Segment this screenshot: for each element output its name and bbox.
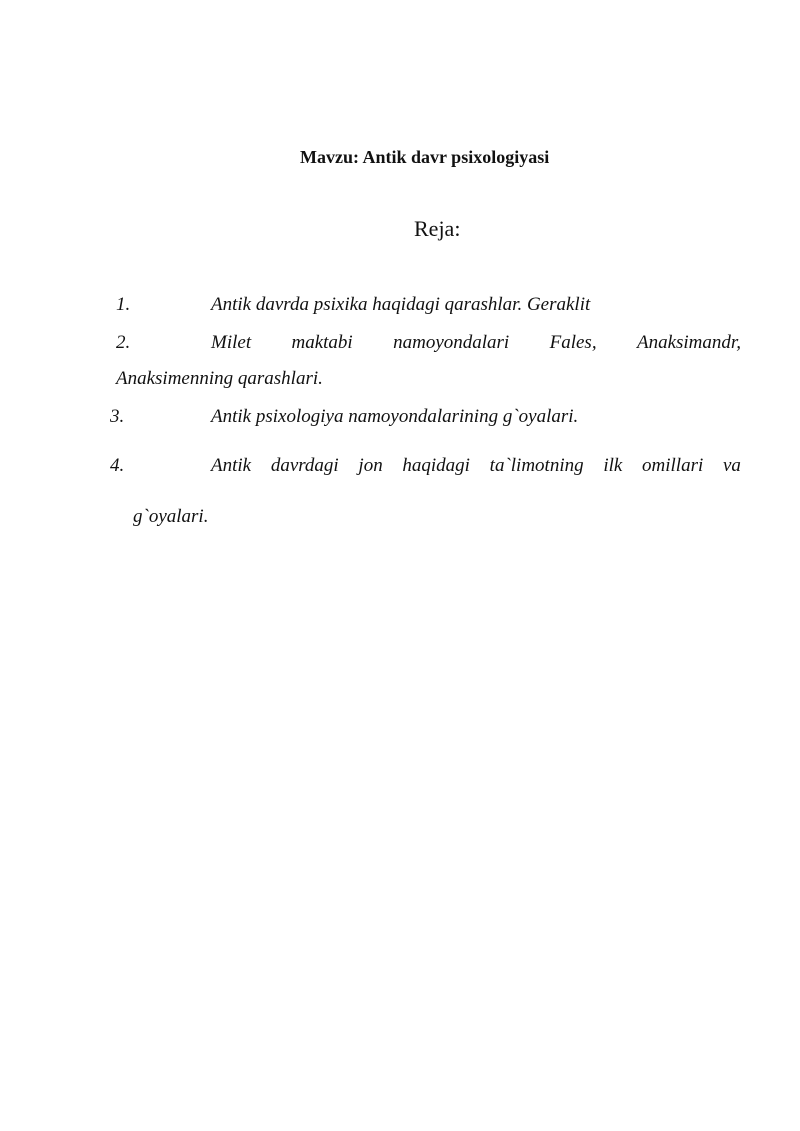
item-4-word: va <box>722 455 741 476</box>
item-4-word: haqidagi <box>402 455 470 476</box>
item-4-word: ta`limotning <box>489 455 584 476</box>
item-1-number: 1. <box>116 294 131 315</box>
plan-heading: Reja: <box>414 216 461 241</box>
item-3-number: 3. <box>110 406 125 427</box>
document-title: Mavzu: Antik davr psixologiyasi <box>300 147 550 167</box>
item-2-word: namoyondalari <box>393 332 510 353</box>
item-3-text: Antik psixologiya namoyondalarining g`oyalari. <box>211 406 579 427</box>
item-4-word: jon <box>358 455 383 476</box>
item-2-word: Milet <box>211 332 252 353</box>
item-4-word: davrdagi <box>270 455 339 476</box>
item-4-word: Antik <box>211 455 252 476</box>
item-4-word: omillari <box>642 455 704 476</box>
item-2-word: Anaksimandr, <box>636 332 741 353</box>
item-4-number: 4. <box>110 455 125 476</box>
item-4-line <box>211 455 741 477</box>
item-2-word: maktabi <box>291 332 353 353</box>
item-2-word: Fales, <box>549 332 597 353</box>
item-2-number: 2. <box>116 332 131 353</box>
item-1-text: Antik davrda psixika haqidagi qarashlar. Geraklit <box>211 294 591 315</box>
item-4-continuation: g`oyalari. <box>133 506 209 527</box>
item-2-line <box>211 332 741 354</box>
item-4-word: ilk <box>603 455 623 476</box>
item-2-continuation: Anaksimenning qarashlari. <box>116 368 323 389</box>
